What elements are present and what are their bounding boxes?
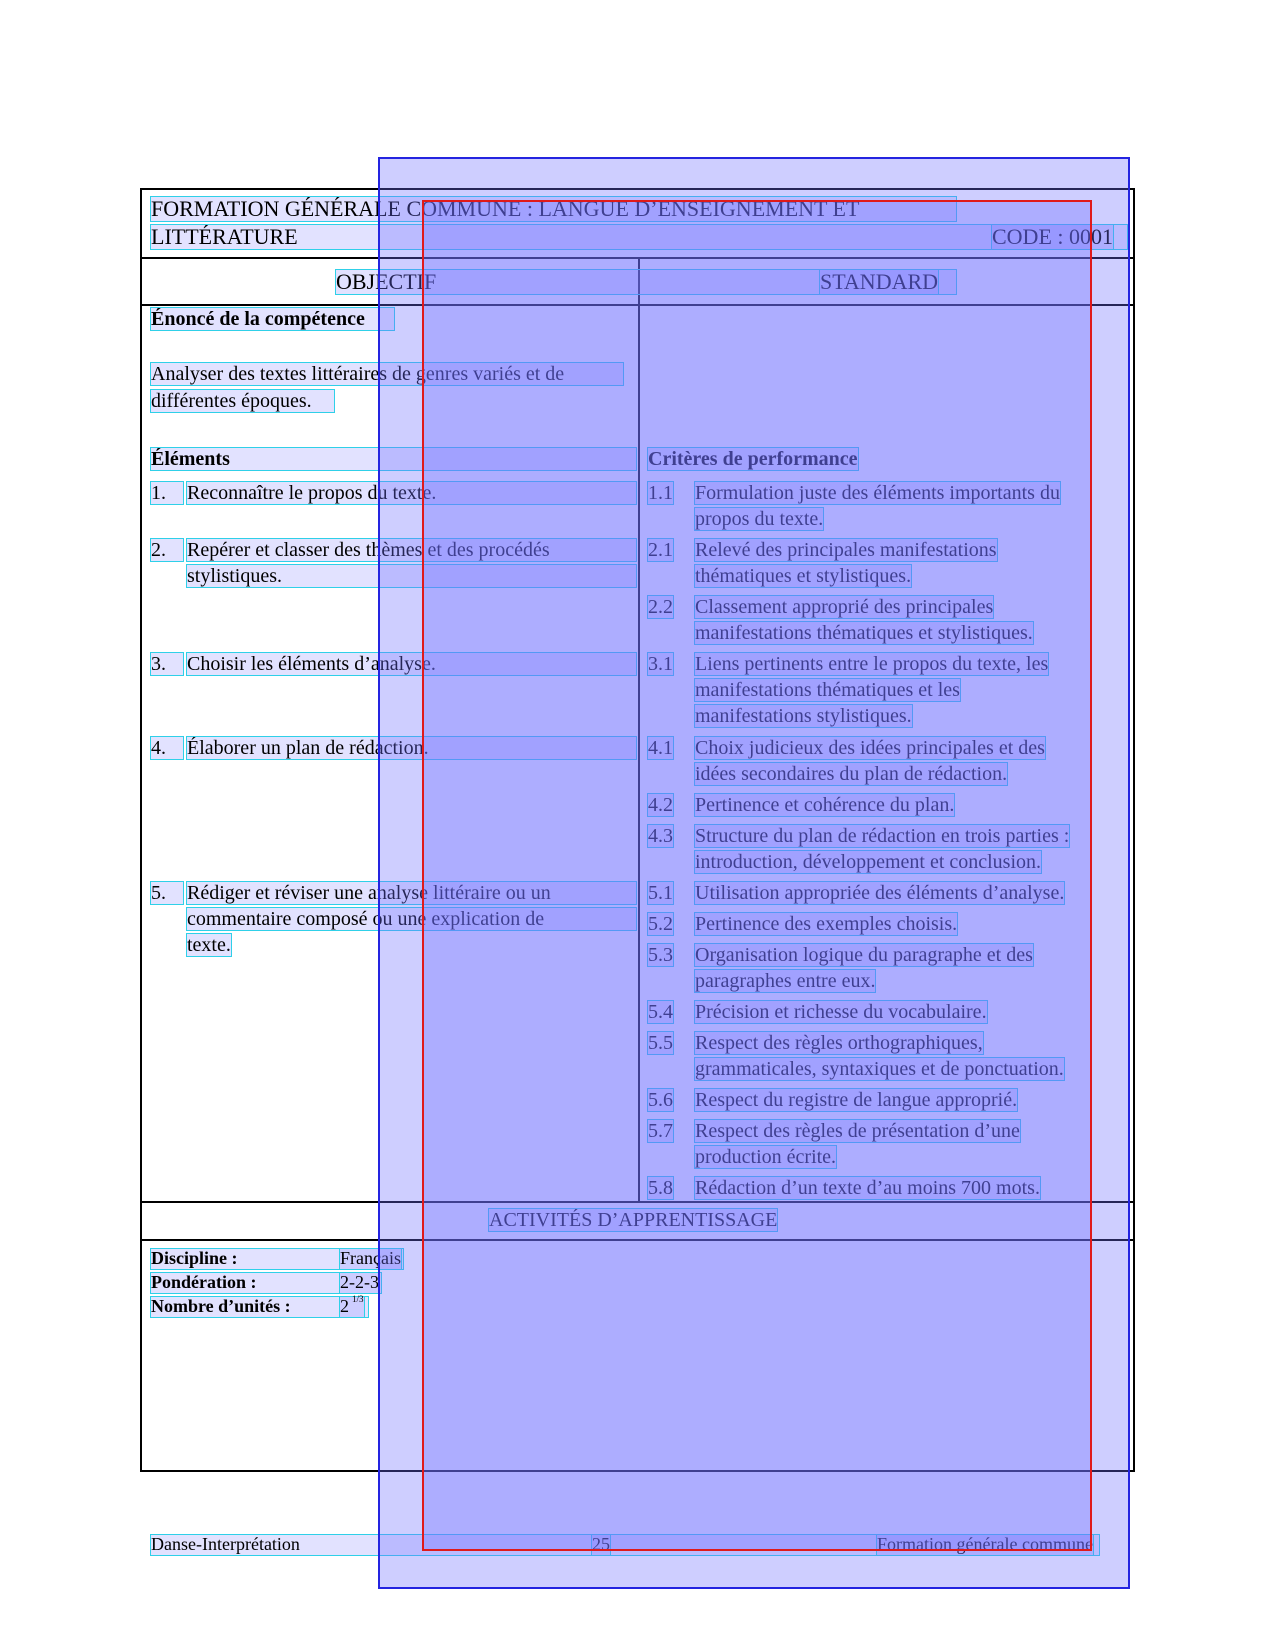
element-text: Élaborer un plan de rédaction. <box>187 737 636 759</box>
activities-heading: ACTIVITÉS D’APPRENTISSAGE <box>489 1209 778 1231</box>
criterion-number: 4.3 <box>648 825 673 847</box>
activities-bottom-divider <box>140 1239 1135 1241</box>
criterion-number: 2.2 <box>648 596 673 618</box>
units-label: Nombre d’unités : <box>151 1297 368 1317</box>
criterion-text: Utilisation appropriée des éléments d’analyse. <box>695 882 1065 904</box>
elements-heading: Éléments <box>151 448 636 470</box>
criterion-text: Respect des règles orthographiques, <box>695 1032 983 1054</box>
criterion-number: 3.1 <box>648 653 673 675</box>
criterion-text: paragraphes entre eux. <box>695 970 876 992</box>
element-text: Rédiger et réviser une analyse littéraire ou un <box>187 882 636 904</box>
units-value: 2 $^{1/3}$ <box>340 1294 364 1316</box>
criterion-text: thématiques et stylistiques. <box>695 565 912 587</box>
criterion-text: manifestations thématiques et stylistiques. <box>695 622 1033 644</box>
criterion-text: manifestations stylistiques. <box>695 705 912 727</box>
criterion-number: 5.1 <box>648 882 673 904</box>
criterion-number: 4.1 <box>648 737 673 759</box>
criterion-text: Organisation logique du paragraphe et des <box>695 944 1033 966</box>
page-title-line1: FORMATION GÉNÉRALE COMMUNE : LANGUE D’ENSEIGNEMENT ET <box>151 197 956 221</box>
criterion-text: Pertinence des exemples choisis. <box>695 913 958 935</box>
competence-text-line2: différentes époques. <box>151 390 334 412</box>
column-divider <box>638 257 640 1201</box>
footer-right: Formation générale commune <box>877 1534 1093 1554</box>
element-text: Choisir les éléments d’analyse. <box>187 653 636 675</box>
element-number: 3. <box>151 653 183 675</box>
criterion-text: Relevé des principales manifestations <box>695 539 997 561</box>
discipline-label: Discipline : <box>151 1249 403 1269</box>
criterion-number: 4.2 <box>648 794 673 816</box>
criterion-number: 5.7 <box>648 1120 673 1142</box>
criterion-number: 5.6 <box>648 1089 673 1111</box>
ponderation-value: 2-2-3 <box>340 1272 379 1292</box>
element-text: texte. <box>187 934 231 956</box>
criterion-text: Respect des règles de présentation d’une <box>695 1120 1020 1142</box>
criterion-text: Précision et richesse du vocabulaire. <box>695 1001 987 1023</box>
criterion-number: 5.5 <box>648 1032 673 1054</box>
criterion-text: Structure du plan de rédaction en trois parties : <box>695 825 1070 847</box>
column-header-objectif: OBJECTIF <box>336 270 956 294</box>
criterion-text: Choix judicieux des idées principales et des <box>695 737 1045 759</box>
criteria-heading: Critères de performance <box>648 448 858 470</box>
criterion-text: manifestations thématiques et les <box>695 679 960 701</box>
criterion-text: Formulation juste des éléments importants du <box>695 482 1060 504</box>
element-text: commentaire composé ou une explication de <box>187 908 636 930</box>
criterion-text: Pertinence et cohérence du plan. <box>695 794 955 816</box>
element-text: stylistiques. <box>187 565 636 587</box>
element-text: Reconnaître le propos du texte. <box>187 482 636 504</box>
criterion-number: 2.1 <box>648 539 673 561</box>
criterion-number: 5.4 <box>648 1001 673 1023</box>
activities-top-divider <box>140 1201 1135 1203</box>
competence-text-line1: Analyser des textes littéraires de genres variés et de <box>151 363 623 385</box>
column-header-standard: STANDARD <box>820 269 939 294</box>
element-number: 4. <box>151 737 183 759</box>
competence-heading: Énoncé de la compétence <box>151 308 394 330</box>
criterion-text: Classement approprié des principales <box>695 596 994 618</box>
footer-left: Danse-Interprétation <box>151 1535 1099 1555</box>
course-code: CODE : 0001 <box>992 224 1113 249</box>
element-number: 5. <box>151 882 183 904</box>
criterion-number: 5.3 <box>648 944 673 966</box>
units-fraction: 1/3 <box>352 1294 364 1304</box>
criterion-text: Liens pertinents entre le propos du texte, les <box>695 653 1049 675</box>
criterion-text: idées secondaires du plan de rédaction. <box>695 763 1008 785</box>
ponderation-label: Pondération : <box>151 1273 381 1293</box>
criterion-number: 5.2 <box>648 913 673 935</box>
element-number: 1. <box>151 482 183 504</box>
criterion-text: grammaticales, syntaxiques et de ponctuation. <box>695 1058 1064 1080</box>
element-number: 2. <box>151 539 183 561</box>
criterion-text: Rédaction d’un texte d’au moins 700 mots. <box>695 1177 1040 1199</box>
criterion-text: propos du texte. <box>695 508 824 530</box>
criterion-number: 5.8 <box>648 1177 673 1199</box>
criterion-text: Respect du registre de langue approprié. <box>695 1089 1018 1111</box>
page-title-line2: LITTÉRATURE <box>151 225 1127 249</box>
criterion-text: introduction, développement et conclusion. <box>695 851 1042 873</box>
discipline-value: Français <box>340 1248 401 1268</box>
criterion-text: production écrite. <box>695 1146 837 1168</box>
criterion-number: 1.1 <box>648 482 673 504</box>
page-number: 25 <box>592 1534 610 1554</box>
element-text: Repérer et classer des thèmes et des procédés <box>187 539 636 561</box>
